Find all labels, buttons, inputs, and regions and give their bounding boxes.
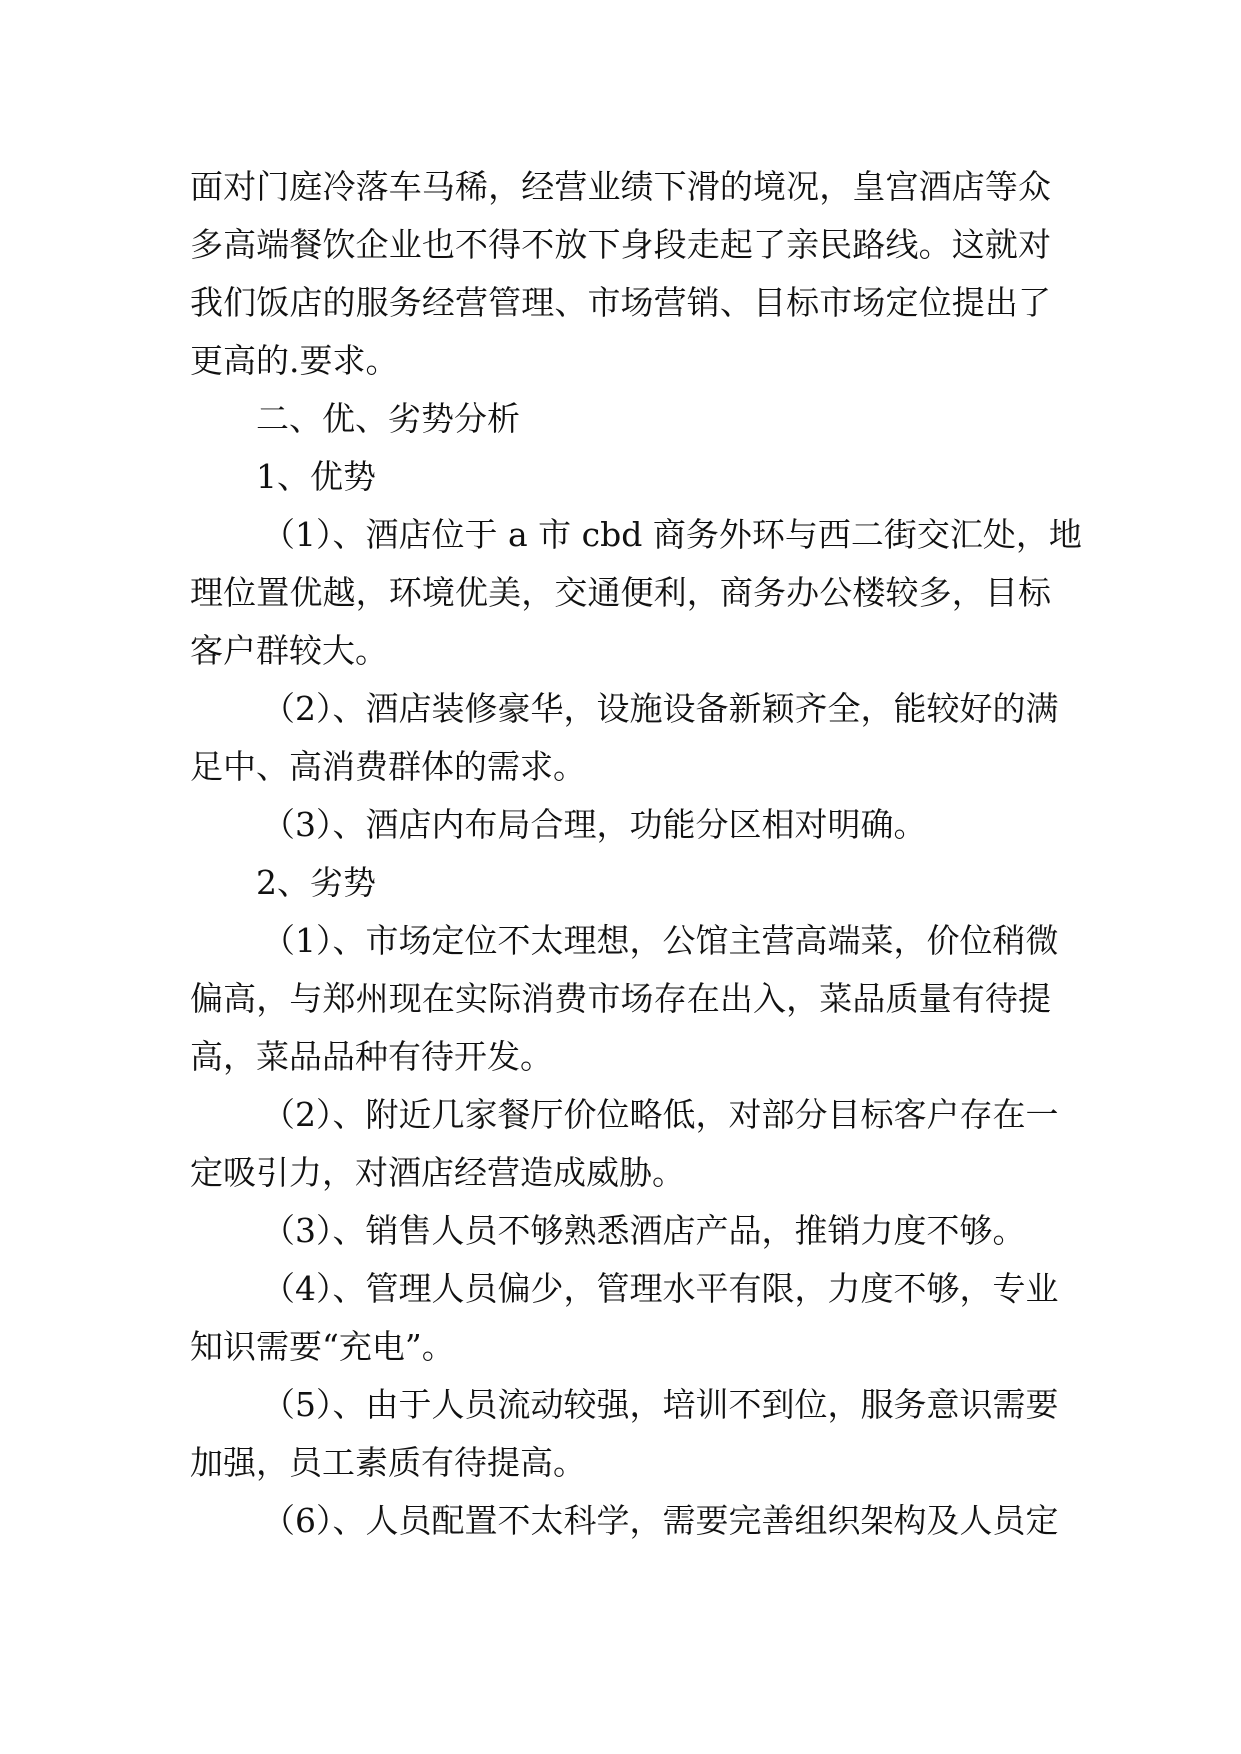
subsection-heading: 2、劣势 [256,863,376,902]
paragraph-line: （6）、人员配置不太科学，需要完善组织架构及人员定 [262,1501,1059,1540]
paragraph-line: （1）、酒店位于 a 市 cbd 商务外环与西二街交汇处，地 [262,515,1082,554]
paragraph-line: 多高端餐饮企业也不得不放下身段走起了亲民路线。这就对 [190,225,1051,264]
paragraph-line: 加强，员工素质有待提高。 [190,1443,586,1482]
paragraph-line: 偏高，与郑州现在实际消费市场存在出入，菜品质量有待提 [190,979,1051,1018]
subsection-heading: 1、优势 [256,457,376,496]
paragraph-line: （3）、销售人员不够熟悉酒店产品，推销力度不够。 [262,1211,1026,1250]
paragraph-line: 知识需要“充电”。 [190,1327,455,1366]
paragraph-line: 足中、高消费群体的需求。 [190,747,586,786]
paragraph-line: 客户群较大。 [190,631,388,670]
section-heading: 二、优、劣势分析 [256,399,520,438]
paragraph-line: 理位置优越，环境优美，交通便利，商务办公楼较多，目标 [190,573,1051,612]
paragraph-line: （2）、酒店装修豪华，设施设备新颖齐全，能较好的满 [262,689,1059,728]
paragraph-line: 定吸引力，对酒店经营造成威胁。 [190,1153,685,1192]
paragraph-line: （5）、由于人员流动较强，培训不到位，服务意识需要 [262,1385,1059,1424]
paragraph-line: 更高的.要求。 [190,341,399,380]
paragraph-line: （3）、酒店内布局合理，功能分区相对明确。 [262,805,927,844]
paragraph-line: （4）、管理人员偏少，管理水平有限，力度不够，专业 [262,1269,1059,1308]
paragraph-line: （1）、市场定位不太理想，公馆主营高端菜，价位稍微 [262,921,1059,960]
paragraph-line: 高，菜品品种有待开发。 [190,1037,553,1076]
paragraph-line: （2）、附近几家餐厅价位略低，对部分目标客户存在一 [262,1095,1059,1134]
paragraph-line: 我们饭店的服务经营管理、市场营销、目标市场定位提出了 [190,283,1051,322]
paragraph-line: 面对门庭冷落车马稀，经营业绩下滑的境况，皇宫酒店等众 [190,167,1051,206]
